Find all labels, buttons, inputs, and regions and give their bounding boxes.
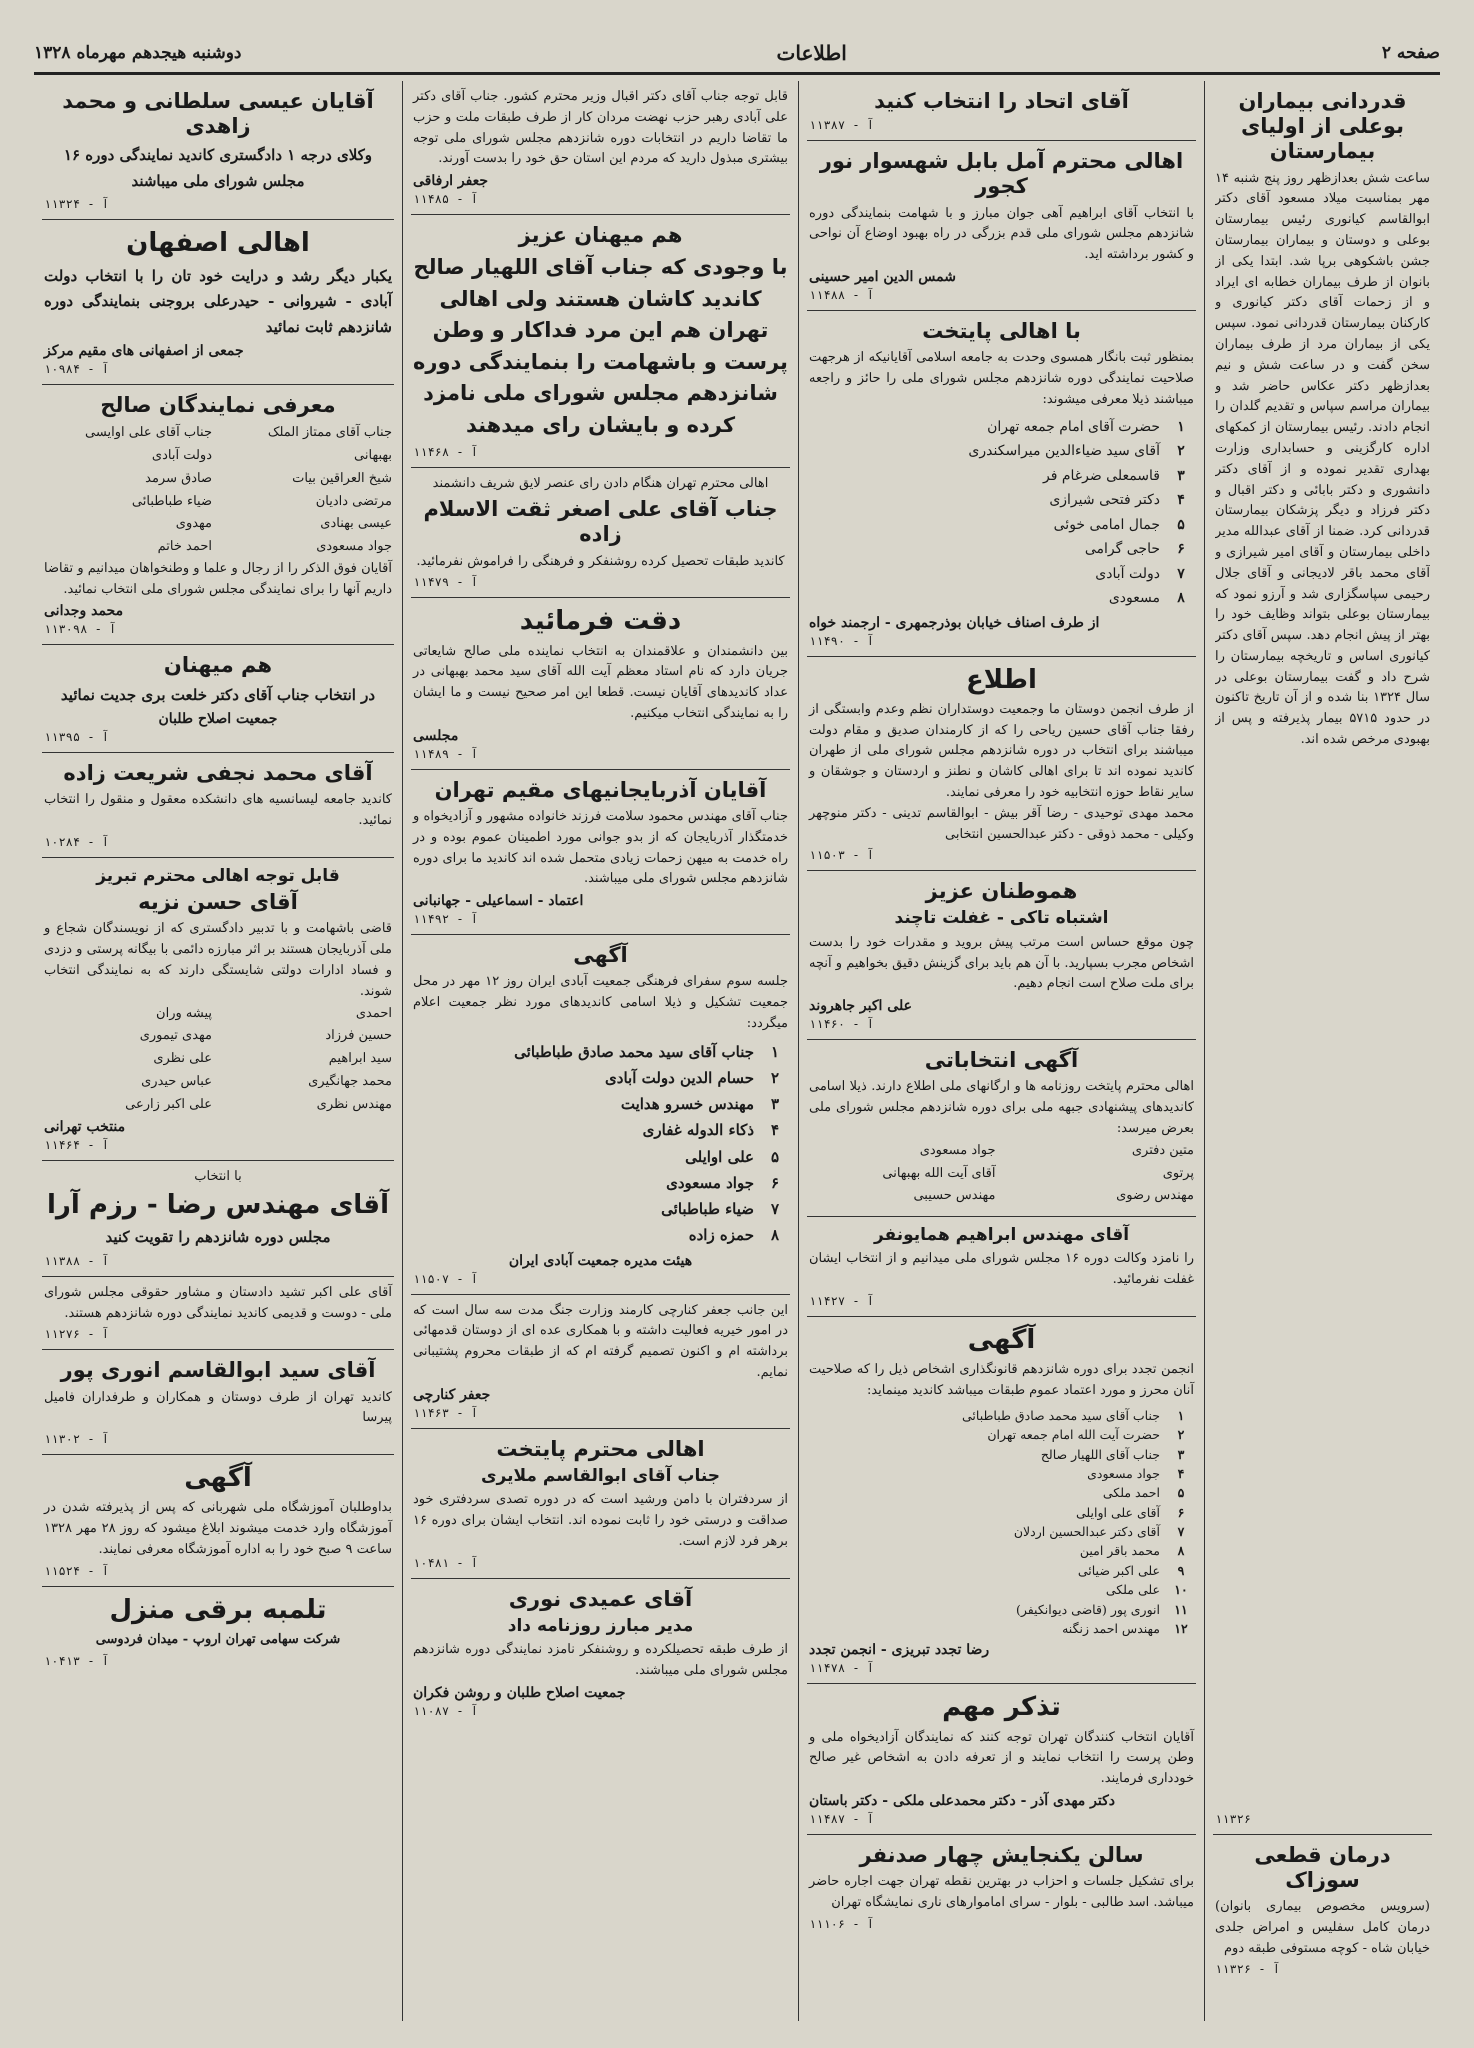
ad-ref: ۱۱۴۸۹ - آ bbox=[413, 746, 479, 761]
supporter-grid bbox=[44, 1003, 392, 1117]
ad-ref: ۱۱۴۲۷ - آ bbox=[809, 1294, 875, 1309]
list-item: پرتوی bbox=[1162, 1165, 1194, 1181]
list-item: ۳ مهندس خسرو هدایت bbox=[620, 1095, 780, 1114]
ad-body: از طرف طبقه تحصیلکرده و روشنفکر نامزد نمایندگی دوره شانزدهم مجلس شورای ملی میباشند. bbox=[413, 1642, 788, 1679]
ad-ref: ۱۱۲۷۶ - آ bbox=[44, 1327, 110, 1342]
ad-malayeri bbox=[411, 1429, 790, 1579]
ad-ref: ۱۱۳۲۶ - آ bbox=[1215, 1962, 1281, 1977]
ad-body: بداوطلبان آموزشگاه ملی شهربانی که پس از پذیرفته شدن در آموزشگاه وارد خدمت میشوند ابلاغ میشود که روز ۲۸ مهر ۱۳۲۸ ساعت ۹ صبح خود را به اداره آموزشگاه معرفی نمایند. bbox=[44, 1500, 392, 1557]
columns bbox=[34, 81, 1440, 2021]
list-item: جواد مسعودی bbox=[316, 539, 392, 554]
list-item: صادق سرمد bbox=[145, 470, 212, 486]
ad-signature: جعفر ارفاقی bbox=[413, 173, 489, 190]
list-item: سید ابراهیم bbox=[328, 1051, 392, 1067]
ad-good-candidates bbox=[42, 385, 394, 645]
ad-body: کاندید جامعه لیسانسیه های دانشکده معقول و منقول را انتخاب نمائید. bbox=[44, 792, 392, 829]
ad-compatriots bbox=[807, 871, 1196, 1040]
ad-title: اهالی محترم آمل بابل شهسوار نور کجور bbox=[819, 149, 1184, 199]
ad-ref: ۱۱۵۲۴ - آ bbox=[44, 1563, 110, 1578]
ad-title: قدردانی بیماران بوعلی از اولیای بیمارستان bbox=[1238, 89, 1407, 164]
ad-body: کاندید طبقات تحصیل کرده روشنفکر و فرهنگی را فراموش نفرمائید. bbox=[416, 553, 785, 569]
ad-subtitle: آقای حسن نزیه bbox=[138, 890, 298, 915]
ad-attention bbox=[411, 598, 790, 769]
ad-title: جناب آقای علی اصغر ثقت الاسلام زاده bbox=[423, 497, 778, 547]
ad-ref: ۱۱۵۰۷ - آ bbox=[413, 1271, 479, 1286]
ad-subtitle: جناب آقای ابوالقاسم ملایری bbox=[480, 1466, 721, 1487]
ad-signature: از طرف اصناف خیابان بوذرجمهری - ارجمند خواه bbox=[809, 614, 1100, 631]
list-item: آقای آیت الله بهبهانی bbox=[882, 1165, 996, 1181]
ad-ref: ۱۱۳۸۷ - آ bbox=[809, 118, 875, 133]
list-item: عیسی بهنادی bbox=[320, 516, 392, 532]
ad-abadi bbox=[411, 935, 790, 1295]
ad-body: آقای علی اکبر تشید دادستان و مشاور حقوقی مجلس شورای ملی - دوست و قدیمی کاندید نمایندگی دوره شانزدهم هستند. bbox=[44, 1284, 392, 1321]
ad-ettehad bbox=[807, 81, 1196, 141]
ad-title: آقای سید ابوالقاسم انوری پور bbox=[60, 1358, 376, 1383]
list-item: ۱۰ علی ملکی bbox=[1105, 1582, 1188, 1598]
ad-body: از سردفتران با دامن ورشید است که در دوره تصدی سردفتری خود صداقت و درستی خود را ثابت نموده اند. انتخاب ایشان برای دوره ۱۶ برهر فرد لازم است. bbox=[413, 1492, 788, 1550]
column-2 bbox=[798, 81, 1204, 2021]
list-item: ۵ احمد ملکی bbox=[1102, 1485, 1185, 1501]
ad-body: قابل توجه جناب آقای دکتر اقبال وزیر محترم کشور. جناب آقای دکتر علی آبادی رهبر حزب نهضت مردان کار از طرف طبقات ملت و حزب ما تقاضا داریم در انتخابات دوره شانزدهم مجلس شورای ملی توجه بیشتری مبذول دارید که مردم این استان حق خود را بدست آورند. bbox=[413, 89, 788, 167]
ad-title: آقای عمیدی نوری bbox=[508, 1586, 693, 1611]
candidate-list bbox=[809, 415, 1194, 611]
ad-signature: منتخب تهرانی bbox=[44, 1119, 126, 1136]
ad-title: آقای مهندس ابراهیم همایونفر bbox=[873, 1225, 1130, 1246]
ad-title: آگهی bbox=[967, 1325, 1036, 1356]
ad-signature: شمس الدین امیر حسینی bbox=[809, 268, 956, 285]
list-item: ۲ آقای سید ضیاءالدین میراسکندری bbox=[968, 443, 1185, 460]
list-item: شیخ العراقین بیات bbox=[292, 470, 392, 486]
ad-title: آقایان عیسی سلطانی و محمد زاهدی bbox=[62, 89, 374, 139]
ad-ref: ۱۰۲۸۴ - آ bbox=[44, 834, 110, 849]
list-item: ۶ حاجی گرامی bbox=[1084, 541, 1185, 558]
list-item: دولت آبادی bbox=[151, 448, 212, 463]
masthead bbox=[34, 40, 1440, 75]
ad-ref: ۱۱۵۰۳ - آ bbox=[809, 848, 875, 863]
ad-ref: ۱۱۴۶۴ - آ bbox=[44, 1138, 110, 1153]
ad-ref: ۱۱۴۶۰ - آ bbox=[809, 1017, 875, 1032]
list-item: جواد مسعودی bbox=[919, 1142, 996, 1158]
list-item: ۹ علی اکبر ضیائی bbox=[1077, 1562, 1185, 1578]
ad-title: آقای اتحاد را انتخاب کنید bbox=[874, 89, 1129, 113]
list-item: ضیاء طباطبائی bbox=[131, 493, 212, 509]
ad-anvaripour bbox=[42, 1350, 394, 1455]
ad-ref: ۱۱۴۷۹ - آ bbox=[413, 575, 479, 590]
ad-azerbaijanis bbox=[411, 770, 790, 935]
ad-signature: اعتماد - اسماعیلی - جهانبانی bbox=[413, 893, 584, 910]
ad-body: انجمن تجدد برای دوره شانزدهم قانونگذاری اشخاص ذیل را که صلاحیت آنان محرز و مورد اعتماد عموم طبقات میباشد کاندید مینماید: bbox=[809, 1362, 1194, 1399]
list-item: ۶ جواد مسعودی bbox=[666, 1173, 780, 1192]
ad-body: شرکت سهامی تهران اروپ - میدان فردوسی bbox=[95, 1631, 341, 1647]
ad-body: یکبار دیگر رشد و درایت خود تان را با انتخاب دولت آبادی - شیروانی - حیدرعلی بروجنی بنمایندگی دوره شانزدهم ثابت نمائید bbox=[44, 266, 392, 336]
ad-signature: جمعی از اصفهانی های مقیم مرکز bbox=[44, 343, 244, 360]
ad-intro: بمنظور ثبت بانگار همسوی وحدت به جامعه اسلامی آقایانیکه از هرجهت صلاحیت نمایندگی دوره شانزدهم مجلس شورای ملی را حائز و راجعه میباشند ذیلا معرفی میشوند: bbox=[809, 350, 1194, 407]
list-item: مهدی تیموری bbox=[139, 1028, 212, 1044]
ad-police-school bbox=[42, 1455, 394, 1587]
ad-ref: ۱۱۴۸۷ - آ bbox=[809, 1811, 875, 1826]
ad-title: آقای محمد نجفی شریعت زاده bbox=[63, 761, 373, 786]
list-item: ۵ علی اوایلی bbox=[685, 1147, 780, 1166]
ad-ref: ۱۱۴۷۸ - آ bbox=[809, 1661, 875, 1676]
list-item: ۵ جمال امامی خوئی bbox=[1053, 516, 1185, 533]
ad-ref: ۱۱۳۲۴ - آ bbox=[44, 197, 110, 212]
ad-body: قاضی باشهامت و با تدبیر دادگستری که از نویسندگان شجاع و ملی آذربایجان هستند بر اثر مبارزه دائمی با بیگانه پرستی و دزدی و فساد ادارات دولتی شایستگی دارند که به نمایندگی انتخاب شوند. bbox=[44, 921, 392, 999]
ad-body: جلسه سوم سفرای فرهنگی جمعیت آبادی ایران روز ۱۲ مهر در محل جمعیت تشکیل و ذیلا اسامی کاندیدهای مورد نظر جمعیت اعلام میگردد: bbox=[413, 974, 788, 1031]
ad-ref: ۱۱۴۶۸ - آ bbox=[413, 445, 479, 460]
ad-body: این جانب جعفر کنارچی کارمند وزارت جنگ مدت سه سال است که در امور خیریه فعالیت داشته و با همکاری عده ای از دوستان قدمهائی برداشته ام و اکنون تصمیم گرفته ام که از طبقات محروم پشتیبانی نمایم. bbox=[413, 1302, 788, 1381]
list-item: ۷ آقای دکتر عبدالحسین اردلان bbox=[1013, 1524, 1185, 1540]
ad-title: هموطنان عزیز bbox=[925, 879, 1078, 904]
ad-body: وکلای درجه ۱ دادگستری کاندید نمایندگی دوره ۱۶ مجلس شورای ملی میباشند bbox=[63, 146, 373, 190]
ad-title: اهالی محترم پایتخت bbox=[496, 1436, 705, 1461]
ad-body: ساعت شش بعدازظهر روز پنج شنبه ۱۴ مهر بمناسبت میلاد مسعود آقای دکتر ابوالقاسم کیانوری رئیس بیمارستان بوعلی و دوستان و بیماران بیمارستان جشن باشکوهی برپا شد. ابتدا یکی از بانوان از طرف بیماران خطابه ای ایراد و از زحمات آقای دکتر کیانوری و کارکنان بیمارستان قدردانی نمود. سپس یکی از بیماران مرد از طرف بیماران سخن گفت و در ساعت شش و نیم بعدازظهر دکتر عکاس حاضر شد و بیماران مراسم سپاس و تقدیم گلدان را انجام دادند. رئیس بیمارستان از کمکهای اداره کارگزینی و حسابداری وزارت بهداری تقدیر نموده و از آقای دکتر دانشوری و دکتر بابائی و دکتر اقبال و دکتر فرزاد و دیگر پزشکان بیمارستان قدردانی کرد. ضمنا از آقای عبدالله مدیر داخلی بیمارستان و آقای امیر شیرازی و آقای محمد باقر لادیجانی و آقای جلال رحیمی سپاسگزاری شد و آرزو نمود که بیمارستان بوعلی بتواند وظایف خود را بهتر از پیش انجام دهد. سپس آقای دکتر کیانوری اساس و تاریخچه بیمارستان را شرح داد و گفت بیمارستان بوعلی در سال ۱۳۲۴ بنا شده و از آن تاریخ تاکنون در حدود ۵۷۱۵ بیمار پذیرفته و پس از بهبودی مرخص شده اند. bbox=[1215, 170, 1430, 748]
ad-notice bbox=[807, 657, 1196, 872]
candidate-list bbox=[809, 1406, 1194, 1639]
issue-date: دوشنبه هیجدهم مهرماه ۱۳۲۸ bbox=[34, 43, 242, 63]
ad-ref: ۱۱۰۸۷ - آ bbox=[413, 1704, 479, 1718]
ad-body: با وجودی که جناب آقای اللهیار صالح کاندید کاشان هستند ولی اهالی تهران هم این مرد فداکار و وطن پرست و باشهامت را بنمایندگی دوره شانزدهم مجلس شورای ملی نامزد کرده و بایشان رای میدهند bbox=[413, 255, 788, 437]
ad-body: کاندید تهران از طرف دوستان و همکاران و طرفداران فامیل پیرسا bbox=[44, 1389, 392, 1426]
newspaper-name: اطلاعات bbox=[776, 41, 847, 65]
ad-body: از طرف انجمن دوستان ما وجمعیت دوستداران نظم وعدم وابستگی از رفقا جناب آقای حسین ریاحی را که از کارمندان صدیق و مقام دولت میباشند برای انتخاب در دوره شانزدهم مجلس شورای ملی از طهران کاندید نموده اند تا برای اهالی کاشان و نطنز و اردستان و جوشقان و سایر نقاط حوزه انتخابیه خود را معرفی نمایند. bbox=[809, 701, 1194, 800]
ad-title: تذکر مهم bbox=[942, 1692, 1061, 1723]
ad-najafi bbox=[42, 753, 394, 858]
list-item: احمد خاتم bbox=[157, 539, 212, 554]
list-item: ۱۲ مهندس احمد زنگنه bbox=[1062, 1620, 1188, 1636]
list-item: ۳ قاسمعلی ضرغام فر bbox=[1042, 467, 1185, 484]
ad-election bbox=[807, 1040, 1196, 1217]
list-item: ۳ جناب آقای اللهیار صالح bbox=[1040, 1446, 1185, 1462]
ad-names: محمد مهدی توحیدی - رضا آقر بیش - ابوالقاسم تدینی - دکتر منوچهر وکیلی - محمد ذوقی - دکتر عبدالحسین انتخابی bbox=[809, 805, 1194, 842]
ad-tajaddod bbox=[807, 1317, 1196, 1684]
ad-reminder bbox=[807, 1684, 1196, 1835]
ad-amol bbox=[807, 141, 1196, 311]
ad-title: درمان قطعی سوزاک bbox=[1254, 1842, 1391, 1892]
ad-title: قابل توجه اهالی محترم تبریز bbox=[96, 865, 340, 886]
ad-title: آقایان آذربایجانیهای مقیم تهران bbox=[434, 777, 767, 802]
candidate-grid bbox=[44, 422, 392, 559]
ad-title: سالن یکنجایش چهار صدنفر bbox=[859, 1842, 1144, 1867]
ad-signature: دکتر مهدی آذر - دکتر محمدعلی ملکی - دکتر باستان bbox=[809, 1792, 1116, 1809]
list-item: احمدی bbox=[355, 1005, 392, 1021]
ad-amidi-nouri bbox=[411, 1579, 790, 1726]
ad-capital bbox=[807, 311, 1196, 657]
ad-seghat bbox=[411, 468, 790, 598]
ad-tashayyod bbox=[42, 1277, 394, 1351]
ad-title: هم میهنان bbox=[163, 653, 273, 678]
ad-title: آقای مهندس رضا - رزم آرا bbox=[47, 1190, 389, 1221]
ad-razmara bbox=[42, 1161, 394, 1276]
ad-ref: ۱۰۴۱۳ - آ bbox=[44, 1653, 110, 1668]
ad-body: آقایان فوق الذکر را از رجال و علما و وطنخواهان میدانیم و تقاضا داریم آنها را برای نمایندگی مجلس شورای ملی انتخاب نمائید. bbox=[44, 560, 392, 597]
ad-ref: ۱۰۹۸۴ - آ bbox=[44, 362, 110, 377]
list-item: ۴ جواد مسعودی bbox=[1087, 1465, 1185, 1481]
ad-hall bbox=[807, 1835, 1196, 1939]
list-item: ۱۱ انوری پور (قاضی دیوانکیفر) bbox=[1015, 1601, 1188, 1617]
ad-signature: جمعیت اصلاح طلبان و روشن فکران bbox=[413, 1685, 626, 1701]
ad-kenarchi bbox=[411, 1295, 790, 1429]
list-item: محمد جهانگیری bbox=[308, 1073, 392, 1089]
ad-title: اطلاع bbox=[966, 664, 1037, 695]
candidate-list bbox=[413, 1039, 788, 1249]
list-item: جناب آقای ممتاز الملک bbox=[267, 425, 392, 441]
list-item: مهندس نظری bbox=[316, 1096, 392, 1112]
ad-signature: هیئت مدیره جمعیت آبادی ایران bbox=[508, 1252, 693, 1269]
ad-ref: ۱۱۴۹۲ - آ bbox=[413, 912, 479, 927]
ad-signature: جعفر کنارچی bbox=[413, 1386, 491, 1403]
list-item: مهندس رضوی bbox=[1116, 1188, 1194, 1204]
list-item: مرتضی دادیان bbox=[315, 493, 392, 509]
ad-interior-minister bbox=[411, 81, 790, 215]
ad-tabriz bbox=[42, 858, 394, 1162]
list-item: علی نظری bbox=[153, 1051, 212, 1067]
ad-treatment bbox=[1213, 1835, 1432, 1985]
list-item: ۲ حضرت آیت الله امام جمعه تهران bbox=[987, 1427, 1185, 1443]
list-item: پیشه وران bbox=[156, 1005, 212, 1021]
ad-signature: مجلسی bbox=[413, 727, 459, 744]
ad-ref: ۱۱۴۸۵ - آ bbox=[413, 192, 479, 207]
ad-body: آقایان انتخاب کنندگان تهران توجه کنند که نمایندگان آزادیخواه ملی و وطن پرست را انتخاب نمایند و از تعرفه دادن به اشخاص غیر صالح خودداری فرمایند. bbox=[809, 1729, 1194, 1787]
ad-ref: ۱۱۳۹۵ - آ bbox=[44, 730, 110, 745]
list-item: جناب آقای علی اوایسی bbox=[85, 425, 212, 441]
ad-pre: اهالی محترم تهران هنگام دادن رای عنصر لایق شریف دانشمند bbox=[432, 476, 769, 492]
list-item: مهندس حسیبی bbox=[913, 1188, 996, 1204]
ad-body: برای تشکیل جلسات و احزاب در بهترین نقطه تهران جهت اجاره حاضر میباشد. اسد طالبی - بلوار - سرای اماموارهای ناری نمایشگاه تهران bbox=[809, 1874, 1194, 1910]
ad-signature: محمد وجدانی bbox=[44, 603, 124, 620]
ad-body: جناب آقای مهندس محمود سلامت فرزند خانواده مشهور و آزادیخواه و خدمتگذار آذربایجان که از بدو جوانی مورد اطمینان عموم بوده و در راه خدمت به میهن زحمات زیادی متحمل شده اند کاندید ما برای دوره شانزدهم مجلس شورای ملی میباشند. bbox=[413, 808, 788, 887]
list-item: ۷ ضیاء طباطبائی bbox=[661, 1200, 780, 1219]
ad-pump bbox=[42, 1587, 394, 1676]
list-item: ۸ حمزه زاده bbox=[688, 1226, 780, 1245]
ad-title: آگهی انتخاباتی bbox=[924, 1048, 1079, 1073]
ad-homayounfar bbox=[807, 1217, 1196, 1317]
ad-hospital-thanks bbox=[1213, 81, 1432, 1835]
ad-body: را نامزد وکالت دوره ۱۶ مجلس شورای ملی میدانیم و از انتخاب ایشان غفلت نفرمائید. bbox=[809, 1251, 1194, 1288]
ad-body: با انتخاب آقای ابراهیم آهی جوان مبارز و با شهامت بنمایندگی دوره شانزدهم مجلس شورای ملی قدم بزرگی در راه بهبود اوضاع آن نواحی و کشور برداشته اید. bbox=[809, 205, 1194, 263]
ad-pre: با انتخاب bbox=[194, 1169, 242, 1185]
ad-ref: ۱۰۴۸۱ - آ bbox=[413, 1555, 479, 1570]
list-item: ۱ حضرت آقای امام جمعه تهران bbox=[987, 418, 1185, 435]
list-item: عباس حیدری bbox=[141, 1073, 212, 1089]
ad-body: چون موقع حساس است مرتب پیش بروید و مقدرات خود را بدست اشخاص مجرب بسپارید. با آن هم باید برای گزینش دقیق بخواهیم و آنچه برای ملت صلاح است انجام دهیم. bbox=[809, 934, 1194, 992]
ad-subtitle: اشتباه تاکی - غفلت تاچند bbox=[894, 908, 1109, 929]
ad-isfahan bbox=[42, 220, 394, 385]
ad-title: معرفی نمایندگان صالح bbox=[100, 393, 336, 418]
ad-ref: ۱۱۴۶۳ - آ bbox=[413, 1405, 479, 1420]
ad-title: تلمبه برقی منزل bbox=[109, 1594, 327, 1625]
ad-body: اهالی محترم پایتخت روزنامه ها و ارگانهای ملی اطلاع دارند. ذیلا اسامی کاندیدهای پیشنهادی جبهه ملی برای دوره شانزدهم مجلس شورای ملی بعرض میرسد: bbox=[809, 1079, 1194, 1137]
ad-ref: ۱۱۳۲۶ bbox=[1215, 1811, 1252, 1826]
list-item: ۱ جناب آقای سید محمد صادق طباطبائی bbox=[962, 1407, 1185, 1423]
ad-ref: ۱۱۳۰۹۸ - آ bbox=[44, 622, 117, 637]
ad-title: هم میهنان عزیز bbox=[518, 223, 683, 248]
ad-title: اهالی اصفهان bbox=[126, 228, 310, 259]
ad-ref: ۱۱۱۰۶ - آ bbox=[809, 1916, 875, 1931]
ad-soltani-zahedi bbox=[42, 81, 394, 220]
ad-ref: ۱۱۳۸۸ - آ bbox=[44, 1253, 110, 1268]
list-item: علی اکبر زارعی bbox=[125, 1096, 212, 1112]
page-number: صفحه ۲ bbox=[1381, 43, 1440, 63]
ad-ref: ۱۱۳۰۲ - آ bbox=[44, 1432, 110, 1447]
ad-signature: علی اکبر جاهروند bbox=[809, 998, 912, 1015]
list-item: ۸ محمد باقر امین bbox=[1079, 1543, 1185, 1559]
list-item: ۲ حسام الدین دولت آبادی bbox=[605, 1068, 780, 1087]
ad-title: با اهالی پایتخت bbox=[922, 318, 1081, 343]
ad-ref: ۱۱۴۸۸ - آ bbox=[809, 287, 875, 302]
list-item: متین دفتری bbox=[1131, 1142, 1194, 1158]
ad-signature: جمعیت اصلاح طلبان bbox=[158, 711, 278, 728]
ad-ref: ۱۱۴۹۰ - آ bbox=[809, 633, 875, 648]
column-1 bbox=[1204, 81, 1440, 2021]
ad-title: دقت فرمائید bbox=[519, 606, 682, 637]
ad-title: آگهی bbox=[573, 943, 628, 968]
ad-compatriots-khalatbari bbox=[42, 645, 394, 753]
list-item: ۴ ذکاء الدوله غفاری bbox=[642, 1121, 780, 1140]
list-item: بهبهانی bbox=[354, 448, 392, 463]
list-item: ۷ دولت آبادی bbox=[1095, 565, 1185, 582]
column-3 bbox=[402, 81, 798, 2021]
ad-body: در انتخاب جناب آقای دکتر خلعت بری جدیت نمائید bbox=[60, 685, 376, 704]
list-item: ۸ مسعودی bbox=[1108, 590, 1185, 607]
list-item: ۶ آقای علی اوایلی bbox=[1075, 1504, 1185, 1520]
list-item: حسین فرزاد bbox=[325, 1028, 392, 1044]
ad-body: مجلس دوره شانزدهم را تقویت کنید bbox=[105, 1228, 331, 1247]
ad-body: بین دانشمندان و علاقمندان به انتخاب نماینده ملی صالح شایعاتی جریان دارد که نام استاد معظم آیت الله آقای سید محمد بهبهانی در عداد کاندیدهای آقایان نیست. قطعا این امر صحیح نیست و ما ایشان را به نمایندگی انتخاب میکنیم. bbox=[413, 643, 788, 721]
ad-subtitle: مدیر مبارز روزنامه داد bbox=[507, 1616, 694, 1637]
ad-title: آگهی bbox=[184, 1463, 252, 1494]
list-item: مهدوی bbox=[175, 516, 212, 532]
candidate-grid bbox=[809, 1140, 1194, 1208]
ad-body: (سرویس مخصوص بیماری بانوان) درمان کامل سفلیس و امراض جلدی خیابان شاه - کوچه مستوفی طبقه دوم bbox=[1215, 1898, 1430, 1956]
ad-saleh bbox=[411, 215, 790, 468]
list-item: ۱ جناب آقای سید محمد صادق طباطبائی bbox=[514, 1042, 780, 1061]
list-item: ۴ دکتر فتحی شیرازی bbox=[1049, 492, 1185, 509]
ad-signature: رضا تجدد تبریزی - انجمن تجدد bbox=[809, 1642, 990, 1659]
column-4 bbox=[34, 81, 402, 2021]
